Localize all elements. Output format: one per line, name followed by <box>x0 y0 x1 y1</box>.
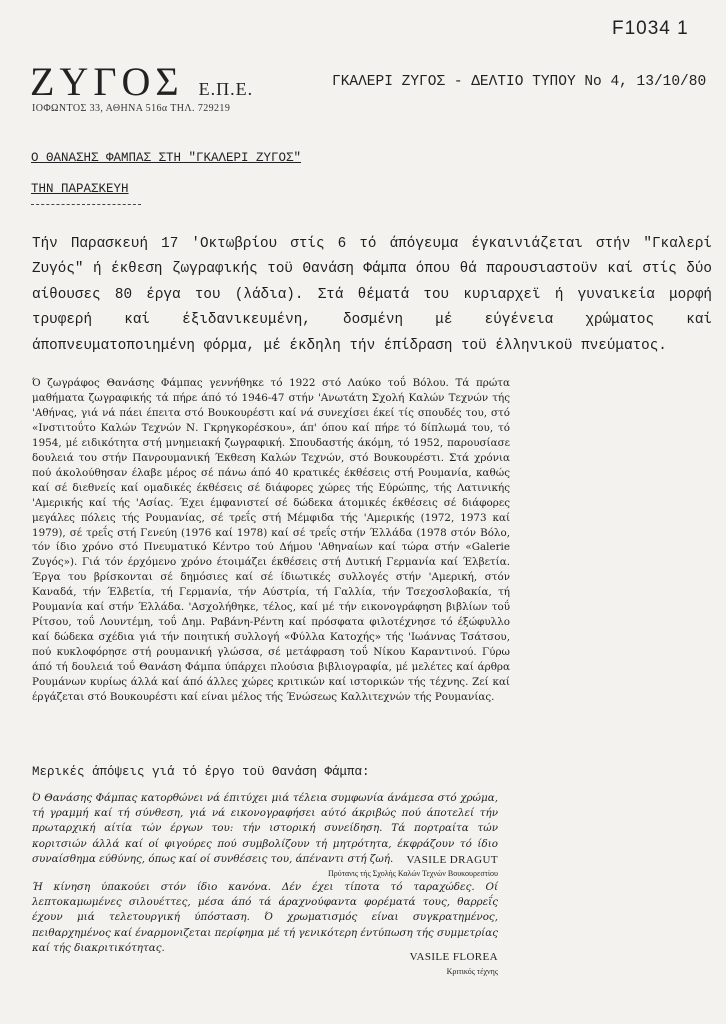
quote-author-role: Πρύτανις τής Σχολής Καλών Τεχνών Βουκουρεστίου <box>328 869 498 878</box>
press-release-line: ΓΚΑΛΕΡΙ ΖΥΓΟΣ - ΔΕΛΤΙΟ ΤΥΠΟΥ Νο 4, 13/10/80 <box>332 74 707 90</box>
company-logo <box>30 58 253 105</box>
quote-author: VASILE FLOREA <box>409 951 498 963</box>
intro-paragraph: Τήν Παρασκευή 17 'Οκτωβρίου στίς 6 τό άπόγευμα έγκαινιάζεται στήν "Γκαλερί Ζυγός" ή έκθεση ζωγραφικής τοϋ Θανάση Φάμπα όπου θά παρουσιαστοϋν καί στίς δύο αίθουσες 80 έργα του (λάδια). Στά θέματά του κυριαρχεϊ ή γυναικεία μορφή τρυφερή καί έξιδανικευμένη, δοσμένη μέ εύγένεια χρώματος καί άποπνευματοποιημένη φόρμα, μέ έκδηλη τήν έπίδραση τοϋ έλληνικοϋ πνεύματος. <box>32 236 712 354</box>
quote-author: VASILE DRAGUT <box>406 854 498 866</box>
subheadline-rule <box>31 204 141 205</box>
quote-dragut: Ό Θανάσης Φάμπας κατορθώνει νά έπιτύχει μιά τέλεια συμφωνία άνάμεσα στό χρώμα, τή γραμμή καί τή σύνθεση, γιά νά εικονογραφήσει αύτό άκριβώς πού άποτελεί τήν πρωταρχική αίτία τών έργων του: τήν ιστορική συνείδηση. Τά πορτραίτα τών κοριτσιών άλλά καί οί φιγούρες πού συμβολίζουν τή μητρότητα, έκφράζουν τό ίδιο συναίσθημα εύθύνης, όπως καί οί συνθέσεις του, άπέναντι στή ζωή. <box>32 792 498 865</box>
company-address: ΙΟΦΩΝΤΟΣ 33, ΑΘΗΝΑ 516α ΤΗΛ. 729219 <box>32 103 231 114</box>
company-name: ΖΥΓΟΣ <box>30 59 184 104</box>
archive-number: F1034 1 <box>612 18 689 39</box>
opinions-heading: Μερικές άπόψεις γιά τό έργο τοϋ Θανάση Φάμπα: <box>32 765 370 779</box>
quote-author-role: Κριτικός τέχνης <box>446 967 498 976</box>
subheadline: ΤΗΝ ΠΑΡΑΣΚΕΥΗ <box>31 182 129 196</box>
quote-florea: Ή κίνηση ύπακούει στόν ίδιο κανόνα. Δέν έχει τίποτα τό ταραχώδες. Οί λεπτοκαμωμένες σιλουέττες, μέσα άπό τά άραχνούφαντα φορέματά τους, θαρρεΐς έχουν μιά τελετουργική ύπόσταση. Ό χρωματισμός είναι συγκρατημένος, πειθαρχημένος καί έναρμονιζεται περίφημα μέ τή γενικότερη έντύπωση τής συμμετρίας καί τής διακριτικότητας. <box>32 881 498 954</box>
biography-paragraph: Ό ζωγράφος Θανάσης Φάμπας γεννήθηκε τό 1922 στό Λαύκο τοΰ Βόλου. Τά πρώτα μαθήματα ζωγραφικής τά πήρε άπό τό 1946-47 στήν 'Ανωτάτη Σχολή Καλών Τεχνών τής 'Αθήνας, γιά νά πάει έπειτα στό Βουκουρέστι καί νά συνεχίσει έκεί τίς σπουδές του, στό «Ινστιτοΰτο Καλών Τεχνών Ν. Γκρηγκορέσκου», άπ' όπου καί πήρε τό δίπλωμά του, τό 1954, μέ ειδικότητα στή μνημειακή ζωγραφική. Σπουδαστής άκόμη, τό 1952, παρουσίασε δουλειά του στήν Πανρουμανική Έκθεση Καλών Τεχνών, στό Βουκουρέστι. Στά χρόνια πού άκολούθησαν έλαβε μέρος σέ πάνω άπό 40 κρατικές έκθέσεις στή Ρουμανία, καθώς καί σέ διεθνείς καί ομαδικές έκθέσεις σέ διάφορες χώρες τής Εύρώπης, τής Λατινικής 'Αμερικής καί τής 'Ασίας. Έχει έμφανιστεί σέ δώδεκα άτομικές έκθέσεις σέ διάφορες μεγάλες πόλεις τής Ρουμανίας, σέ τρεΐς στή Μέμφιδα τής 'Αμερικής (1972, 1973 καί 1979), σέ τρεΐς στή Γενεύη (1976 καί 1978) καί σέ τρεΐς στήν Έλλάδα (1978 στόν Βόλο, τόν ίδιο χρόνο στό Πνευματικό Κέντρο τού Δήμου 'Αθηναίων καί τώρα στήν «Galerie Ζυγός»). Γιά τόν έρχόμενο χρόνο έτοιμάζει έκθέσεις στή Δυτική Γερμανία καί Έλβετία. Έργα του βρίσκονται σέ δημόσιες καί σέ ίδιωτικές συλλογές στήν 'Αμερική, στόν Καναδά, τήν Έλβετία, τή Γερμανία, τήν Αύστρία, τή Γαλλία, τήν Τσεχοσλοβακία, τή Ρουμανία καί στήν Έλλάδα. 'Ασχολήθηκε, τέλος, καί μέ τήν εικονογράφηση βιβλίων τοΰ Ρίτσου, τοΰ Λουντέμη, τοΰ Δημ. Ραβάνη-Ρέντη καί πρόσφατα φιλοτέχνησε τό έξώφυλλο καί δώδεκα σχέδια γιά τήν ποιητική συλλογή «Φύλλα Κατοχής» τής 'Ιωάννας Τσάτσου, πού κυκλοφόρησε στή ρουμανική γλώσσα, σέ μετάφραση τοΰ Νίκου Καραντινού. Γύρω άπό τή δουλειά τοΰ Θανάση Φάμπα ύπάρχει πλούσια βιβλιογραφία, μέ μελέτες καί άρθρα Ρουμάνων κυρίως άλλά καί άπό άλλες χώρες κριτικών καί ιστορικών τής τέχνης. Ζεί καί έργάζεται στό Βουκουρέστι καί είναι μέλος τής Ένώσεως Καλλιτεχνών τής Ρουμανίας. <box>32 377 510 704</box>
company-suffix: Ε.Π.Ε. <box>198 79 254 99</box>
headline: Ο ΘΑΝΑΣΗΣ ΦΑΜΠΑΣ ΣΤΗ "ΓΚΑΛΕΡΙ ΖΥΓΟΣ" <box>31 151 302 165</box>
